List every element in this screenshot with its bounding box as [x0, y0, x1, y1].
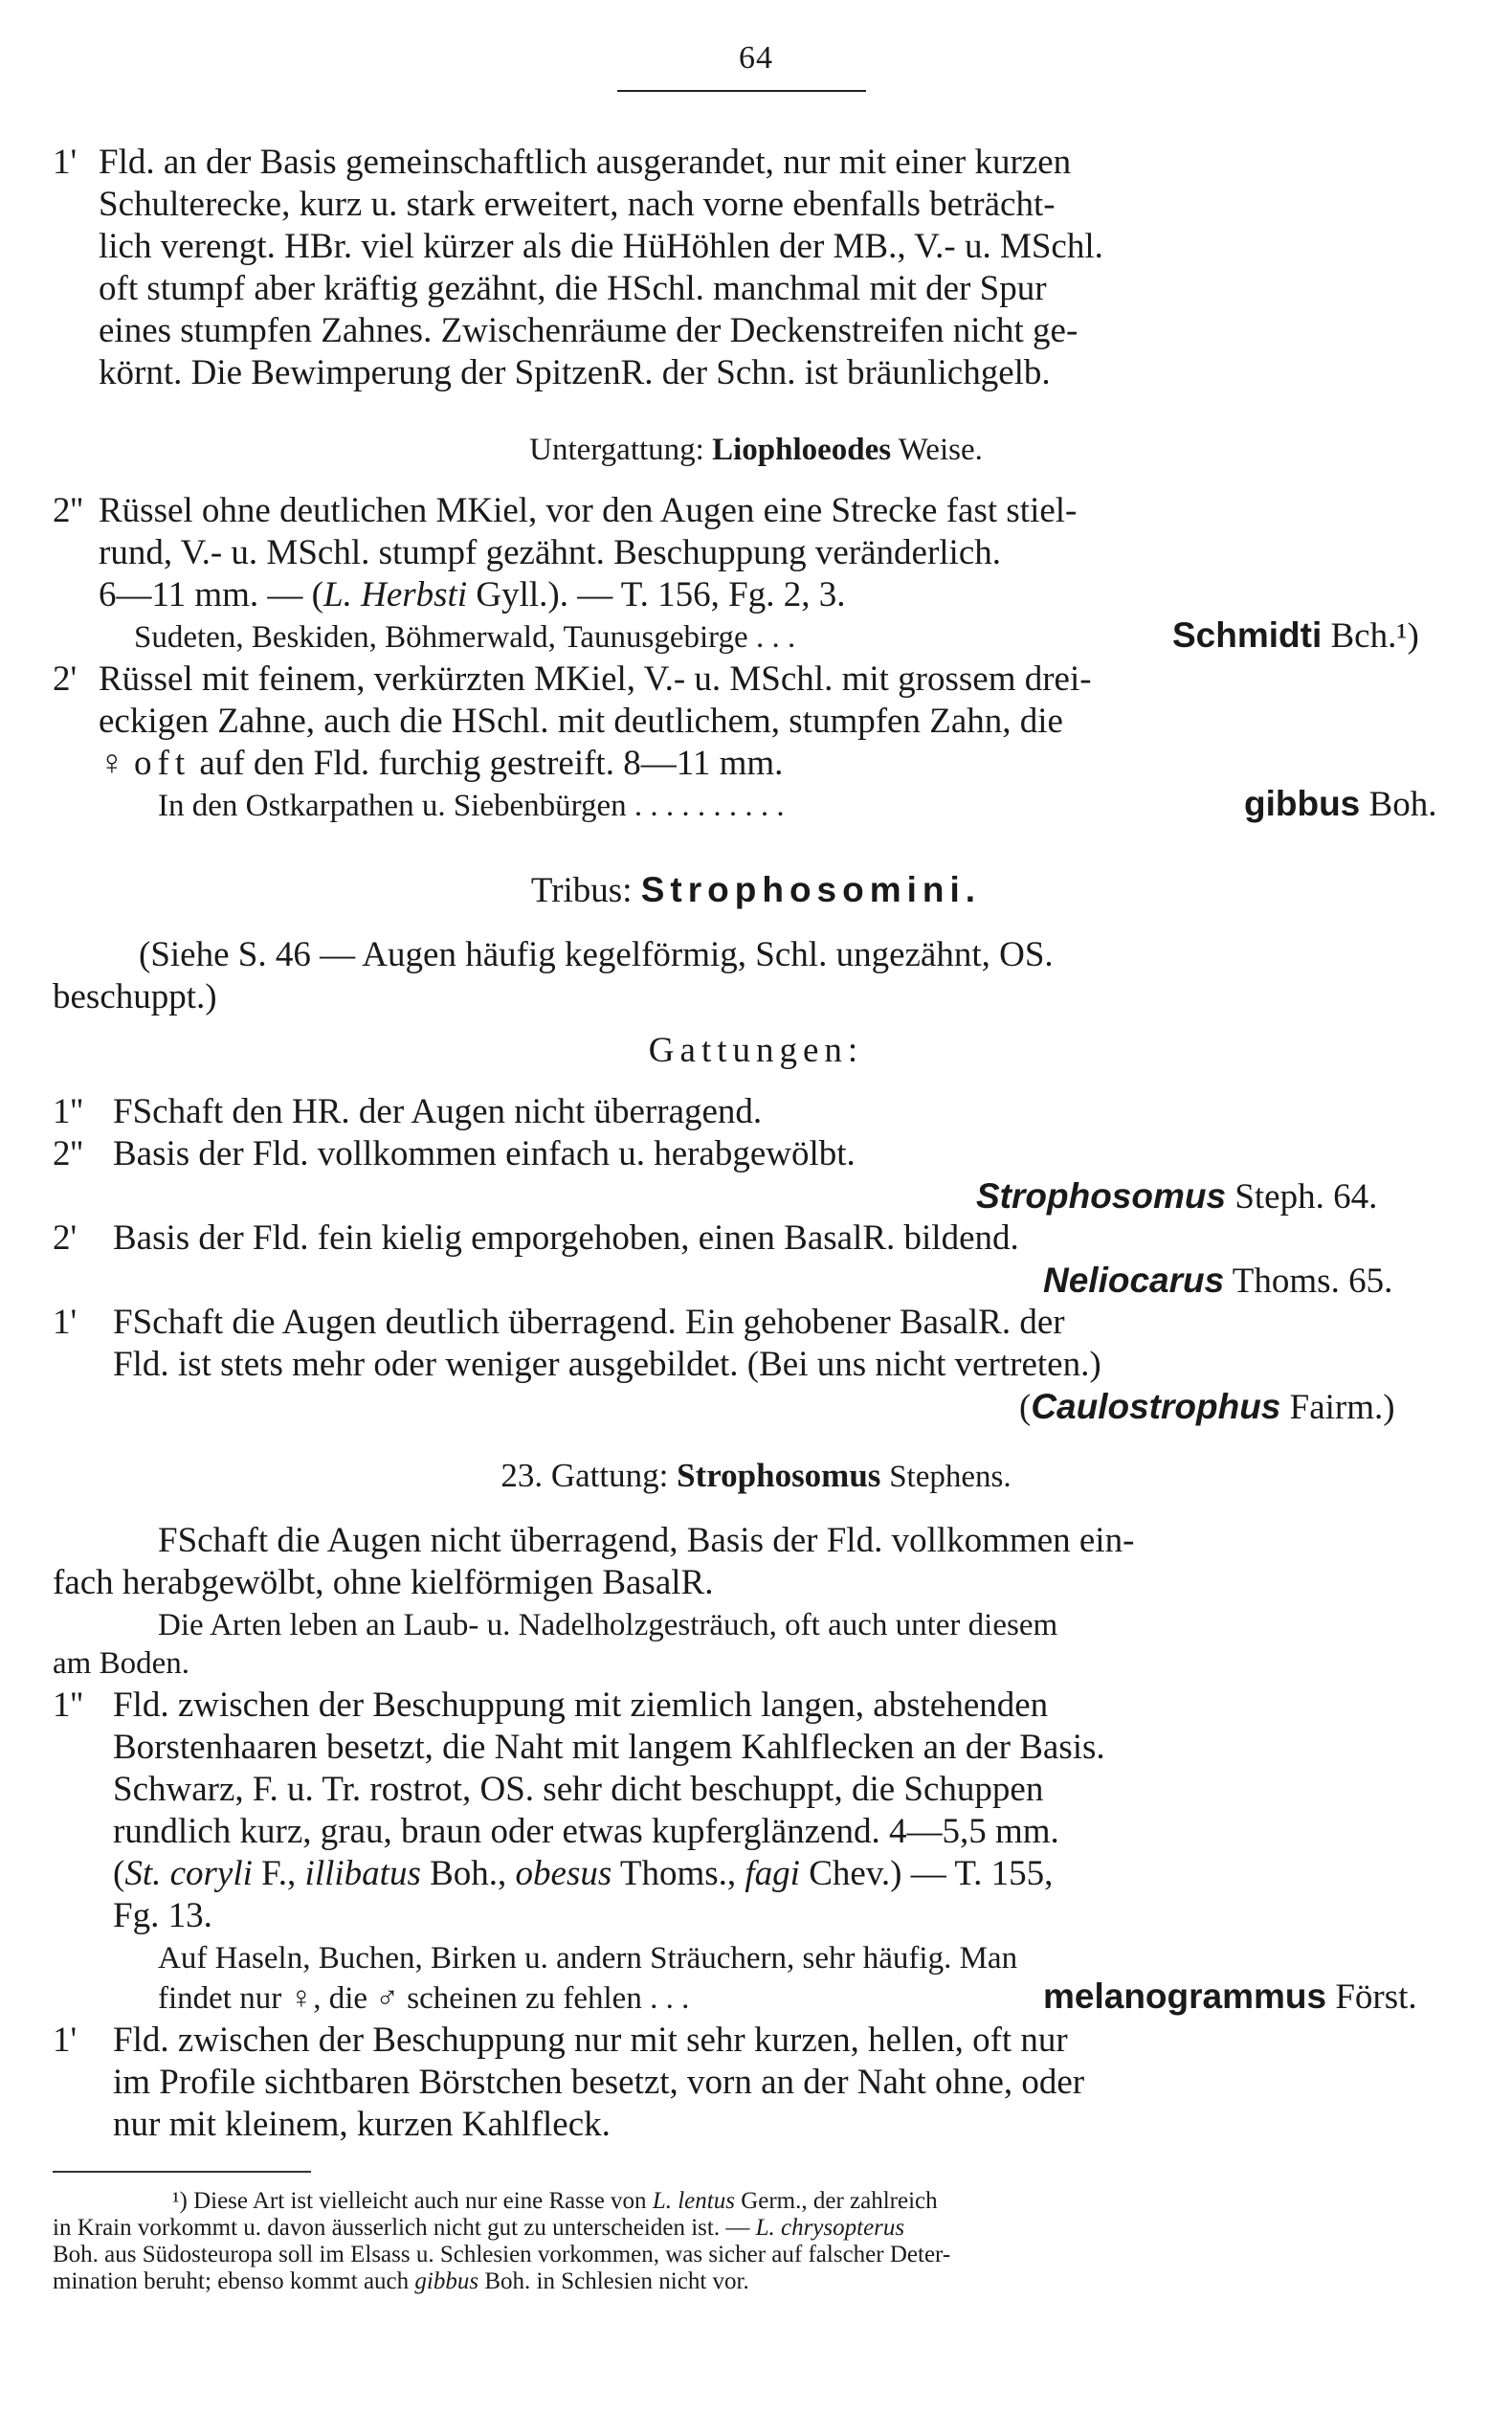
note-line: Die Arten leben an Laub- u. Nadelholzgesträuch, oft auch unter diesem [158, 1608, 1058, 1642]
text-line: Basis der Fld. vollkommen einfach u. herabgewölbt. [113, 1134, 856, 1173]
footnote-line: Boh. aus Südosteuropa soll im Elsass u. Schlesien vorkommen, was sicher auf falscher Deter- [53, 2242, 951, 2267]
key-marker: 2' [53, 1218, 78, 1258]
key-marker: 1' [53, 1303, 78, 1342]
text-line: Schulterecke, kurz u. stark erweitert, nach vorne ebenfalls beträcht- [99, 185, 1056, 224]
header-rule [617, 90, 866, 92]
female-symbol: ♀ [99, 744, 125, 783]
genus-name: Neliocarus [1043, 1261, 1225, 1300]
genus-entry [1019, 1386, 1395, 1429]
text-span: Chev.) — T. 155, [799, 1854, 1054, 1893]
text-span: Boh., [420, 1854, 516, 1893]
genus-author: Steph. 64. [1234, 1177, 1378, 1217]
text-line: FSchaft die Augen deutlich überragend. Ein gehobener BasalR. der [113, 1303, 1065, 1342]
text-line: rund, V.- u. MSchl. stumpf gezähnt. Beschuppung veränderlich. [99, 533, 1001, 572]
genus-entry [976, 1175, 1377, 1218]
text-line: lich verengt. HBr. viel kürzer als die HüHöhlen der MB., V.- u. MSchl. [99, 227, 1103, 266]
synonym: gibbus [414, 2268, 479, 2294]
synonym: St. coryli [124, 1854, 253, 1893]
subgenus-author: Weise. [898, 433, 983, 467]
text-span: F., [252, 1854, 305, 1893]
species-name: melanogrammus [1043, 1976, 1327, 2016]
text-line: eines stumpfen Zahnes. Zwischenräume der Deckenstreifen nicht ge- [99, 311, 1078, 350]
genus-heading-name: Strophosomus [677, 1457, 881, 1494]
gattungen-heading [0, 1030, 1512, 1072]
tribus-name: Strophosomini. [640, 870, 982, 909]
species-author: Boh. [1368, 785, 1437, 824]
text-line: Rüssel mit feinem, verkürzten MKiel, V.- u. MSchl. mit grossem drei- [99, 659, 1092, 699]
synonym: L. chrysopterus [755, 2215, 905, 2241]
key-marker: 2' [53, 659, 78, 699]
text-line [99, 743, 783, 785]
species-author: Först. [1335, 1977, 1417, 2017]
text-span: ¹) Diese Art ist vielleicht auch nur eine Rasse von [172, 2188, 653, 2214]
genus-heading-prefix: 23. Gattung: [500, 1457, 669, 1494]
text-line: körnt. Die Bewimperung der SpitzenR. der Schn. ist bräunlichgelb. [99, 353, 1051, 392]
subgenus-heading [0, 429, 1512, 471]
text-line: Fld. zwischen der Beschuppung nur mit sehr kurzen, hellen, oft nur [113, 2021, 1068, 2060]
text-line: fach herabgewölbt, ohne kielförmigen BasalR. [53, 1563, 714, 1602]
footnote-rule [53, 2171, 311, 2173]
text-line: Fld. ist stets mehr oder weniger ausgebildet. (Bei uns nicht vertreten.) [113, 1345, 1101, 1384]
synonym: illibatus [304, 1854, 421, 1893]
synonym: L. lentus [652, 2188, 735, 2214]
genus-entry [1043, 1260, 1392, 1303]
genus-heading [0, 1455, 1512, 1498]
text-line: Fg. 13. [113, 1896, 212, 1935]
key-marker: 2'' [53, 1134, 83, 1173]
text-span: Thoms., [611, 1854, 745, 1893]
species-entry [1043, 1976, 1417, 2019]
gattungen-title: Gattungen: [648, 1031, 864, 1070]
text-line: Borstenhaaren besetzt, die Naht mit langem Kahlflecken an der Basis. [113, 1728, 1105, 1767]
genus-name: Caulostrophus [1031, 1387, 1281, 1426]
habitat-line: findet nur ♀, die ♂ scheinen zu fehlen . . . [158, 1981, 690, 2016]
text-line [99, 574, 845, 616]
locality-line: In den Ostkarpathen u. Siebenbürgen . . . . . . . . . . [158, 789, 785, 823]
text-line: beschuppt.) [53, 977, 217, 1016]
text-span: ( [113, 1854, 125, 1893]
genus-heading-author: Stephens. [889, 1460, 1012, 1494]
species-name: Schmidti [1172, 615, 1323, 655]
text-span: auf den Fld. furchig gestreift. 8—11 mm. [199, 744, 784, 783]
text-line: oft stumpf aber kräftig gezähnt, die HSchl. manchmal mit der Spur [99, 269, 1047, 308]
text-line: FSchaft den HR. der Augen nicht überragend. [113, 1092, 763, 1131]
footnote-line [172, 2188, 938, 2215]
text-line: Basis der Fld. fein kielig emporgehoben, einen BasalR. bildend. [113, 1218, 1019, 1258]
text-line: FSchaft die Augen nicht überragend, Basis der Fld. vollkommen ein- [158, 1521, 1135, 1560]
text-span: mination beruht; ebenso kommt auch [53, 2268, 415, 2294]
species-author: Bch.¹) [1330, 616, 1419, 656]
note-line: am Boden. [53, 1646, 189, 1681]
synonym: fagi [745, 1854, 800, 1893]
tribus-prefix: Tribus: [530, 871, 633, 910]
subgenus-prefix: Untergattung: [529, 433, 704, 467]
text-span: Germ., der zahlreich [734, 2188, 938, 2214]
spaced-word: oft [134, 744, 191, 783]
text-line: Schwarz, F. u. Tr. rostrot, OS. sehr dicht beschuppt, die Schuppen [113, 1770, 1044, 1809]
tribus-heading [0, 869, 1512, 912]
species-entry [1172, 614, 1419, 658]
text-line: Fld. an der Basis gemeinschaftlich ausgerandet, nur mit einer kurzen [99, 143, 1072, 182]
genus-name: Strophosomus [976, 1176, 1227, 1216]
footnote-line [53, 2268, 749, 2295]
text-span: in Krain vorkommt u. davon äusserlich nicht gut zu unterscheiden ist. — [53, 2215, 756, 2241]
text-line: rundlich kurz, grau, braun oder etwas kupferglänzend. 4—5,5 mm. [113, 1812, 1059, 1851]
text-line: Fld. zwischen der Beschuppung mit ziemlich langen, abstehenden [113, 1686, 1049, 1725]
text-line: im Profile sichtbaren Börstchen besetzt, vorn an der Naht ohne, oder [113, 2063, 1085, 2102]
genus-author: Thoms. 65. [1232, 1262, 1393, 1301]
text-line: eckigen Zahne, auch die HSchl. mit deutlichem, stumpfen Zahn, die [99, 702, 1063, 741]
key-marker: 1'' [53, 1092, 83, 1131]
species-entry [1244, 783, 1436, 826]
subgenus-name: Liophloeodes [712, 433, 892, 467]
genus-author: Fairm.) [1289, 1388, 1395, 1427]
text-span: Boh. in Schlesien nicht vor. [478, 2268, 749, 2294]
footnote-line [53, 2215, 904, 2242]
text-line: (Siehe S. 46 — Augen häufig kegelförmig, Schl. ungezähnt, OS. [139, 935, 1054, 974]
key-marker: 1'' [53, 1686, 83, 1725]
synonym-line [113, 1853, 1053, 1895]
species-name: gibbus [1244, 784, 1361, 823]
page-number: 64 [739, 40, 773, 76]
text-span: ( [1019, 1388, 1032, 1427]
key-marker: 1' [53, 143, 78, 182]
text-line: nur mit kleinem, kurzen Kahlfleck. [113, 2105, 611, 2144]
synonym: obesus [515, 1854, 612, 1893]
text-line: Rüssel ohne deutlichen MKiel, vor den Augen eine Strecke fast stiel- [99, 491, 1078, 530]
habitat-line: Auf Haseln, Buchen, Birken u. andern Sträuchern, sehr häufig. Man [158, 1941, 1018, 1976]
key-marker: 1' [53, 2021, 78, 2060]
key-marker: 2'' [53, 491, 83, 530]
text-span: Gyll.). — T. 156, Fg. 2, 3. [467, 575, 846, 614]
synonym: L. Herbsti [323, 575, 468, 614]
text-span: 6—11 mm. — ( [99, 575, 324, 614]
locality-line: Sudeten, Beskiden, Böhmerwald, Taunusgebirge . . . [134, 620, 796, 655]
